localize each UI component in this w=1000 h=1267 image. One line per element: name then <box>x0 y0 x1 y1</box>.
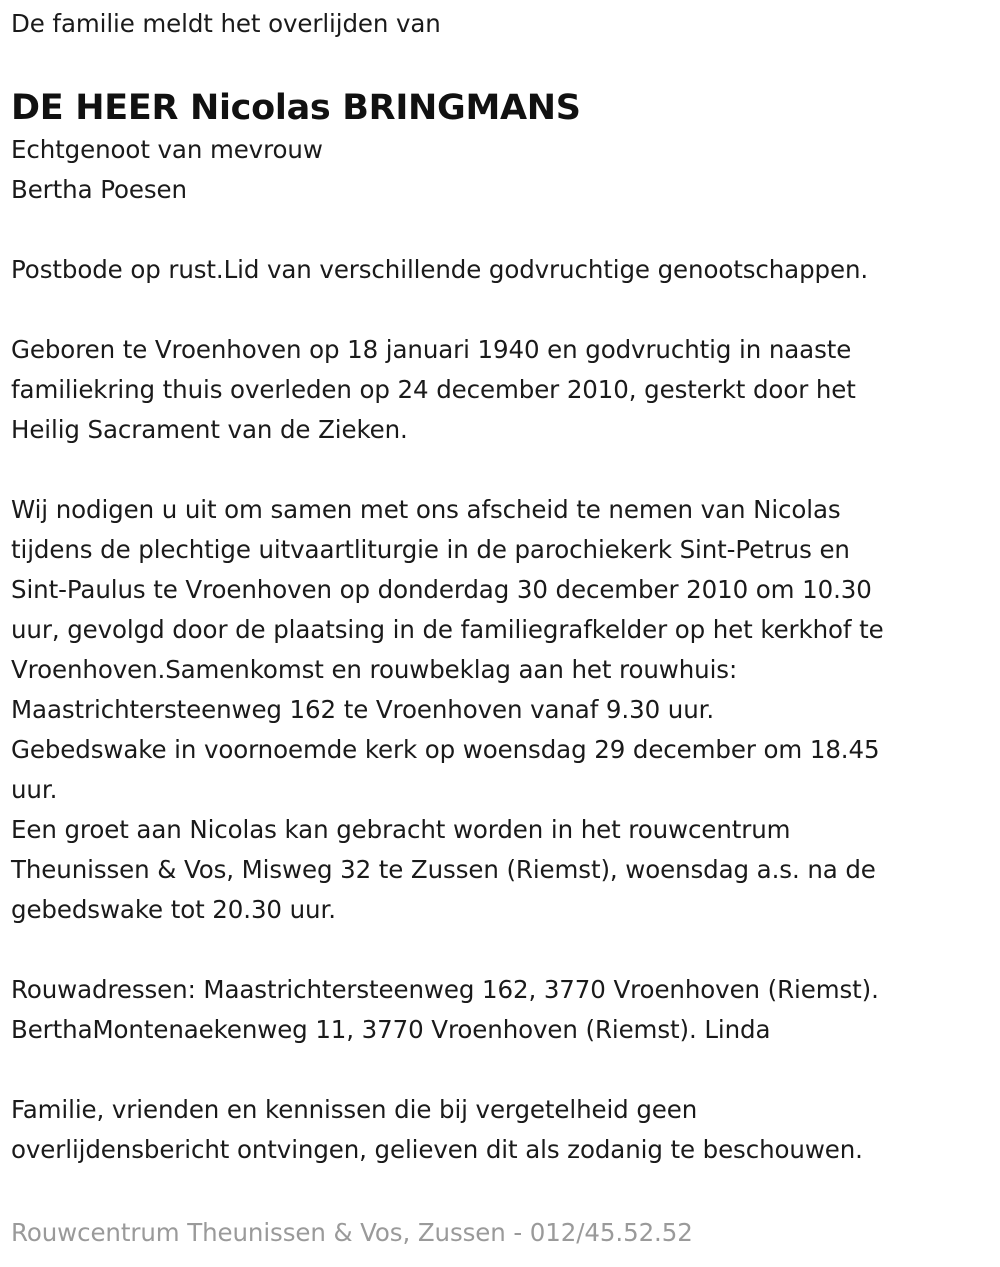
paragraph-line: Gebedswake in voornoemde kerk op woensdag 29 december om 18.45 <box>11 735 880 764</box>
paragraph-line: Maastrichtersteenweg 162 te Vroenhoven vanaf 9.30 uur. <box>11 695 715 724</box>
deceased-name: DE HEER Nicolas BRINGMANS <box>11 88 581 128</box>
paragraph-line: familiekring thuis overleden op 24 december 2010, gesterkt door het <box>11 375 856 404</box>
paragraph-line: Familie, vrienden en kennissen die bij vergetelheid geen <box>11 1095 698 1124</box>
paragraph-line: uur, gevolgd door de plaatsing in de familiegrafkelder op het kerkhof te <box>11 615 884 644</box>
ceremony-paragraph <box>11 490 986 930</box>
paragraph-line: gebedswake tot 20.30 uur. <box>11 895 336 924</box>
paragraph-line: overlijdensbericht ontvingen, gelieven dit als zodanig te beschouwen. <box>11 1135 863 1164</box>
spouse-line: Echtgenoot van mevrouw <box>11 135 323 164</box>
address-paragraph <box>11 970 986 1050</box>
obituary-notice <box>11 0 986 1170</box>
paragraph-line: Heilig Sacrament van de Zieken. <box>11 415 408 444</box>
notice-paragraph <box>11 1090 986 1170</box>
spacer <box>11 210 986 250</box>
spacer <box>11 450 986 490</box>
paragraph-line: Wij nodigen u uit om samen met ons afscheid te nemen van Nicolas <box>11 495 841 524</box>
spouse-block <box>11 130 986 210</box>
paragraph-line: BerthaMontenaekenweg 11, 3770 Vroenhoven (Riemst). Linda <box>11 1015 771 1044</box>
occupation-text: Postbode op rust.Lid van verschillende godvruchtige genootschappen. <box>11 255 869 284</box>
paragraph-line: uur. <box>11 775 58 804</box>
paragraph-line: tijdens de plechtige uitvaartliturgie in de parochiekerk Sint-Petrus en <box>11 535 850 564</box>
paragraph-line: Rouwadressen: Maastrichtersteenweg 162, 3770 Vroenhoven (Riemst). <box>11 975 879 1004</box>
paragraph-line: Vroenhoven.Samenkomst en rouwbeklag aan het rouwhuis: <box>11 655 738 684</box>
birth-death-paragraph <box>11 330 986 450</box>
paragraph-line: Theunissen & Vos, Misweg 32 te Zussen (Riemst), woensdag a.s. na de <box>11 855 876 884</box>
paragraph-line: Een groet aan Nicolas kan gebracht worden in het rouwcentrum <box>11 815 791 844</box>
intro-text: De familie meldt het overlijden van <box>11 9 441 38</box>
funeral-home-footer: Rouwcentrum Theunissen & Vos, Zussen - 012/45.52.52 <box>11 1218 693 1247</box>
paragraph-line: Geboren te Vroenhoven op 18 januari 1940 en godvruchtig in naaste <box>11 335 852 364</box>
spouse-name: Bertha Poesen <box>11 175 187 204</box>
spacer <box>11 290 986 330</box>
paragraph-line: Sint-Paulus te Vroenhoven op donderdag 30 december 2010 om 10.30 <box>11 575 872 604</box>
spacer <box>11 1050 986 1090</box>
spacer <box>11 930 986 970</box>
